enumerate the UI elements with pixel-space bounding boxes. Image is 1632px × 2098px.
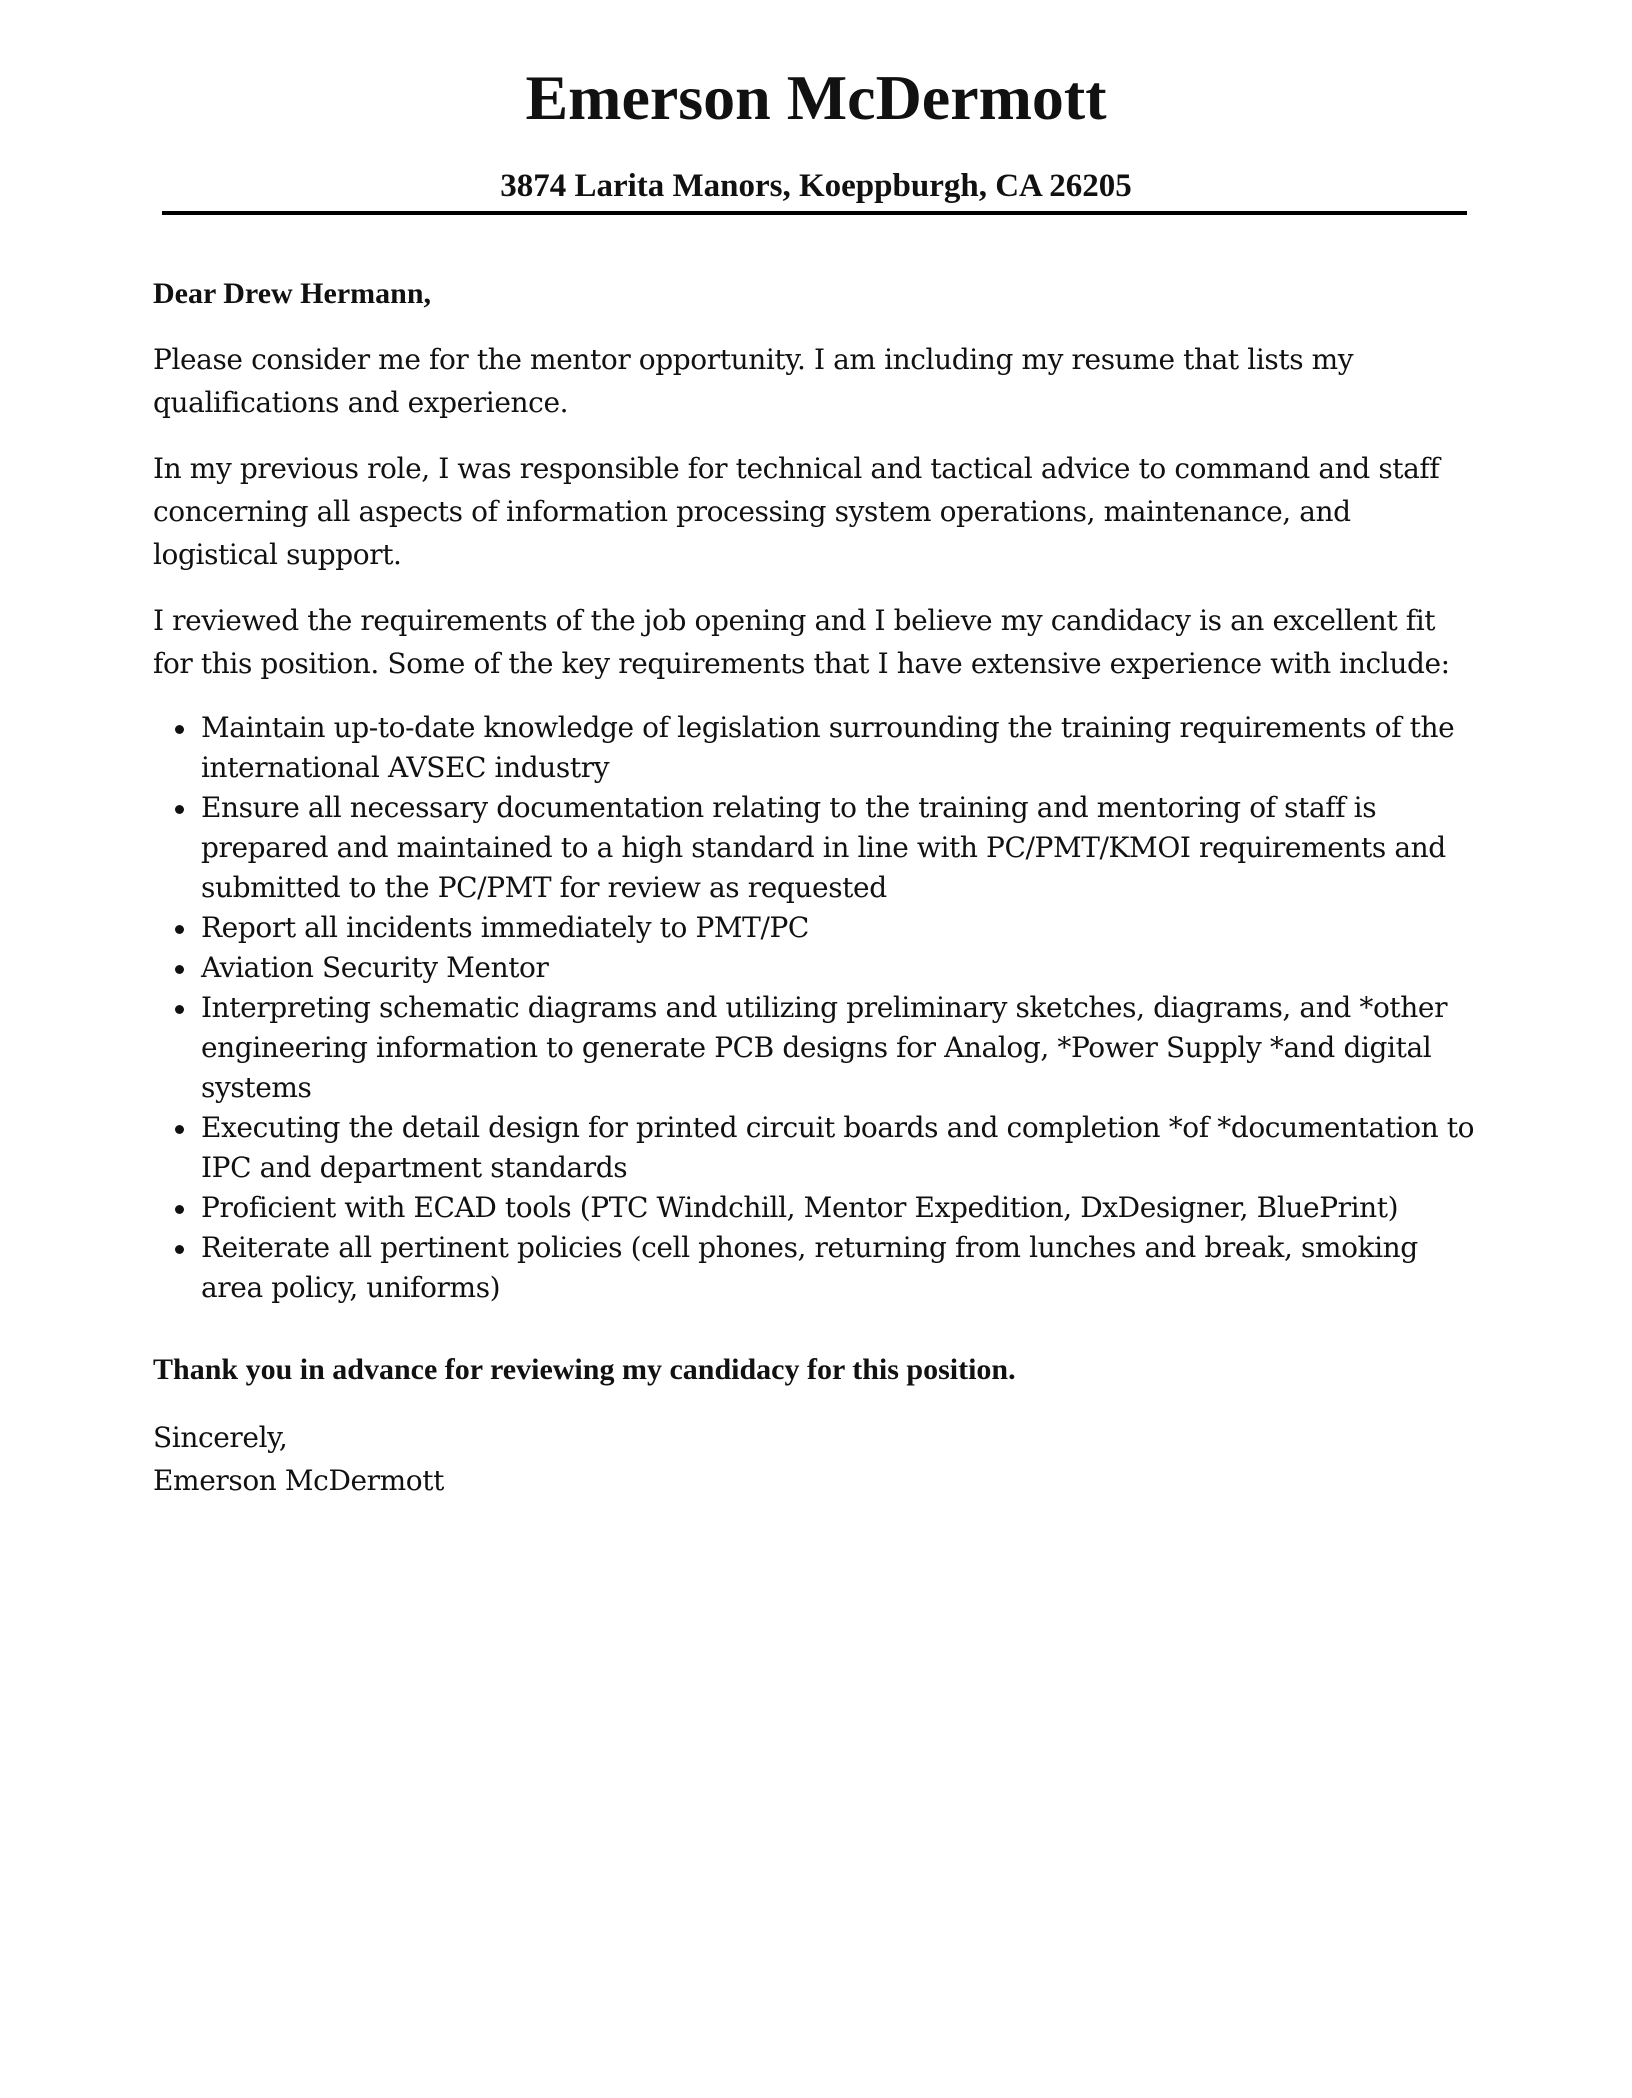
bullet-icon <box>175 805 184 814</box>
list-item <box>153 708 1483 788</box>
list-item <box>153 788 1483 908</box>
bullet-icon <box>175 965 184 974</box>
bullet-icon <box>175 1005 184 1014</box>
list-item <box>153 948 1483 988</box>
header-divider <box>162 211 1467 215</box>
salutation: Dear Drew Hermann, <box>153 277 431 310</box>
bullet-icon <box>175 925 184 934</box>
list-item-text: Maintain up-to-date knowledge of legislation surrounding the training requirements of the international AVSEC industry <box>201 711 1455 784</box>
intro-paragraph: Please consider me for the mentor opportunity. I am including my resume that lists my qualifications and experience. <box>153 343 1354 419</box>
list-item-text: Proficient with ECAD tools (PTC Windchill, Mentor Expedition, DxDesigner, BluePrint) <box>201 1191 1399 1224</box>
bullet-icon <box>175 1245 184 1254</box>
list-item-text: Aviation Security Mentor <box>201 951 549 984</box>
list-item <box>153 1228 1483 1308</box>
bullet-icon <box>175 1205 184 1214</box>
signoff: Sincerely, <box>153 1421 288 1454</box>
list-item <box>153 908 1483 948</box>
closing-statement: Thank you in advance for reviewing my candidacy for this position. <box>153 1353 1016 1386</box>
requirements-list <box>153 708 1483 1308</box>
signature-name: Emerson McDermott <box>153 1464 444 1497</box>
sender-address: 3874 Larita Manors, Koeppburgh, CA 26205 <box>500 168 1132 204</box>
list-item <box>153 1188 1483 1228</box>
list-item-text: Ensure all necessary documentation relating to the training and mentoring of staff is prepared and maintained to a high standard in line with PC/PMT/KMOI requirements and submitted to the PC/PMT for review as requested <box>201 791 1446 904</box>
sender-name: Emerson McDermott <box>525 62 1107 133</box>
bullet-icon <box>175 1125 184 1134</box>
list-item-text: Interpreting schematic diagrams and utilizing preliminary sketches, diagrams, and *other engineering information to generate PCB designs for Analog, *Power Supply *and digital systems <box>201 991 1448 1104</box>
experience-paragraph: In my previous role, I was responsible for technical and tactical advice to command and staff concerning all aspects of information processing system operations, maintenance, and logistical support. <box>153 452 1440 571</box>
bullet-icon <box>175 725 184 734</box>
list-item <box>153 988 1483 1108</box>
list-item-text: Report all incidents immediately to PMT/PC <box>201 911 809 944</box>
letter-body <box>153 272 1483 1502</box>
list-item-text: Reiterate all pertinent policies (cell phones, returning from lunches and break, smoking area policy, uniforms) <box>201 1231 1418 1304</box>
list-item-text: Executing the detail design for printed circuit boards and completion *of *documentation to IPC and department standards <box>201 1111 1475 1184</box>
requirements-intro-paragraph: I reviewed the requirements of the job opening and I believe my candidacy is an excellent fit for this position. Some of the key requirements that I have extensive experience with include: <box>153 604 1450 680</box>
list-item <box>153 1108 1483 1188</box>
